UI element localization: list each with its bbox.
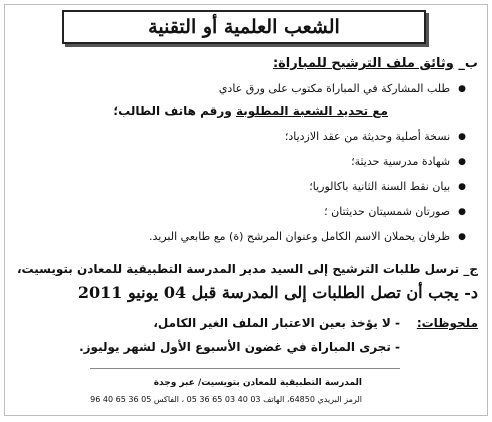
list-item xyxy=(324,205,466,218)
remarks-row xyxy=(417,316,478,330)
list-item-text: ظرفان يحملان الاسم الكامل وعنوان المرشح (ة) مع طابعي البريد. xyxy=(149,230,451,243)
remark-line-2: - تجرى المباراة في غضون الأسبوع الأول لشهر يوليوز. xyxy=(79,340,400,354)
list-item-text: شهادة مدرسية حديثة؛ xyxy=(351,155,451,168)
section-j-text: ج_ ترسل طلبات الترشيح إلى السيد مدير المدرسة التطبيقية للمعادن بتويسيت، xyxy=(17,262,478,276)
list-item-text: طلب المشاركة في المباراة مكتوب على ورق عادي xyxy=(218,82,451,95)
bullet-icon: ● xyxy=(458,206,466,217)
bullet-icon: ● xyxy=(458,131,466,142)
remarks-label: ملحوظات: xyxy=(416,316,478,330)
bullet-icon: ● xyxy=(458,181,466,192)
list-item xyxy=(285,130,466,143)
section-b-title: وثائق ملف الترشيح للمباراة: xyxy=(272,56,454,71)
section-d-deadline: د- يجب أن تصل الطلبات إلى المدرسة قبل 04 يونيو 2011 xyxy=(77,283,478,302)
footer-divider xyxy=(90,368,400,369)
list-item-text: صورتان شمسيتان حديثتان ؛ xyxy=(324,205,451,218)
bullet-icon: ● xyxy=(458,83,466,94)
list-item xyxy=(351,155,466,168)
page-title: الشعب العلمية أو التقنية xyxy=(62,10,426,44)
section-b-heading xyxy=(273,56,478,71)
note-underlined: مع تحديد الشعبة المطلوبة xyxy=(235,104,388,118)
bullet-icon: ● xyxy=(458,231,466,242)
list-item xyxy=(309,180,466,193)
note-rest: ورقم هاتف الطالب؛ xyxy=(113,104,232,118)
list-item-note xyxy=(113,104,388,118)
footer-address: المدرسة التطبيقية للمعادن بتويسيت/ عبر وجدة xyxy=(153,378,362,388)
list-item xyxy=(149,230,466,243)
list-item xyxy=(219,82,466,95)
remark-line-1: - لا يؤخذ بعين الاعتبار الملف الغير الكامل، xyxy=(153,316,400,330)
bullet-icon: ● xyxy=(458,156,466,167)
list-item-text: بيان نقط السنة الثانية باكالوريا؛ xyxy=(309,180,451,193)
section-b-label: ب_ xyxy=(458,56,478,71)
list-item-text: نسخة أصلية وحديثة من عقد الازدياد؛ xyxy=(284,130,451,143)
footer-contact: الرمز البريدي 64850، الهاتف 03 40 03 65 36 05 ، الفاكس 05 36 65 40 96 xyxy=(90,395,362,404)
